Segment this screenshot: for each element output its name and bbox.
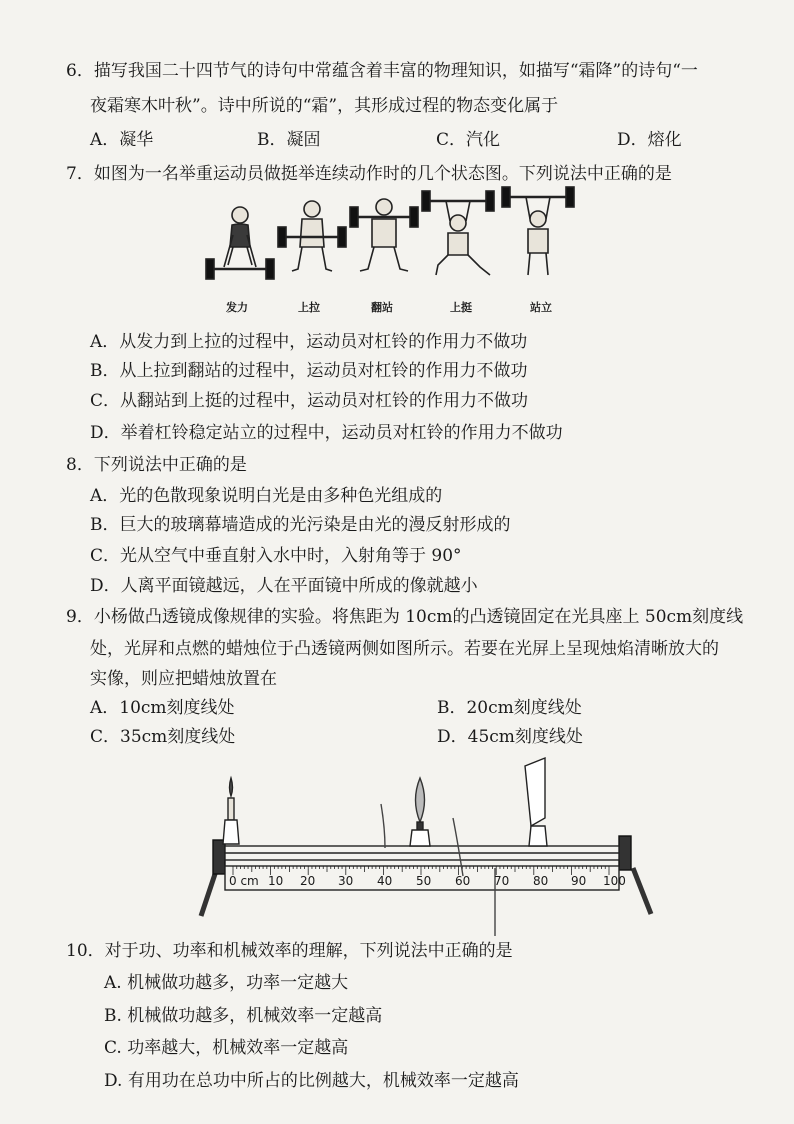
lifter-pose-fanzhan: [350, 199, 418, 271]
q9-option-b: B．20cm刻度线处: [437, 698, 582, 718]
lifter-pose-zhanli: [502, 187, 574, 275]
bench-label-50: 50: [416, 874, 432, 888]
bench-label-0: 0 cm: [229, 874, 259, 888]
q9-option-c: C．35cm刻度线处: [90, 727, 236, 747]
q6-option-a: A．凝华: [90, 130, 154, 150]
figure-label-fali: 发力: [226, 301, 248, 314]
q6-option-c: C．汽化: [436, 130, 501, 150]
q7-option-b: B．从上拉到翻站的过程中，运动员对杠铃的作用力不做功: [90, 361, 528, 381]
bench-label-20: 20: [300, 874, 316, 888]
q10-option-c: C. 功率越大，机械效率一定越高: [104, 1038, 349, 1058]
q6-stem-line2: 夜霜寒木叶秋”。诗中所说的“霜”，其形成过程的物态变化属于: [90, 96, 559, 116]
bench-label-80: 80: [533, 874, 549, 888]
q10-option-a: A. 机械做功越多，功率一定越大: [104, 973, 349, 993]
q9-option-d: D．45cm刻度线处: [437, 727, 583, 747]
q8-stem-line1: 8．下列说法中正确的是: [66, 455, 247, 475]
figure-label-shangting: 上挺: [450, 301, 472, 314]
q6-option-b: B．凝固: [257, 130, 321, 150]
q10-option-b: B. 机械做功越多，机械效率一定越高: [104, 1006, 383, 1026]
q8-option-b: B．巨大的玻璃幕墙造成的光污染是由光的漫反射形成的: [90, 515, 511, 535]
q6-stem-line1: 6．描写我国二十四节气的诗句中常蕴含着丰富的物理知识，如描写“霜降”的诗句“一: [66, 61, 698, 81]
q7-stem-line1: 7．如图为一名举重运动员做挺举连续动作时的几个状态图。下列说法中正确的是: [66, 164, 672, 184]
bench-label-10: 10: [268, 874, 284, 888]
bench-label-100: 100: [603, 874, 626, 888]
q8-option-a: A．光的色散现象说明白光是由多种色光组成的: [90, 486, 443, 506]
q8-option-d: D．人离平面镜越远，人在平面镜中所成的像就越小: [90, 576, 478, 596]
bench-label-90: 90: [571, 874, 587, 888]
q9-stem-line1: 9．小杨做凸透镜成像规律的实验。将焦距为 10cm的凸透镜固定在光具座上 50cm刻度线: [66, 607, 744, 627]
bench-label-70: 70: [494, 874, 510, 888]
q7-option-d: D．举着杠铃稳定站立的过程中，运动员对杠铃的作用力不做功: [90, 423, 563, 443]
figure-label-zhanli: 站立: [530, 301, 552, 314]
candle: [223, 778, 239, 844]
weightlifter-figure: [200, 185, 580, 295]
q9-stem-line3: 实像，则应把蜡烛放置在: [90, 669, 277, 689]
optical-bench-figure: [195, 748, 665, 938]
lifter-pose-fali: [206, 207, 274, 279]
convex-lens: [410, 778, 430, 846]
figure-label-shangla: 上拉: [298, 301, 320, 314]
bench-label-60: 60: [455, 874, 471, 888]
q6-option-d: D．熔化: [617, 130, 682, 150]
lifter-pose-shangla: [278, 201, 346, 271]
q9-stem-line2: 处，光屏和点燃的蜡烛位于凸透镜两侧如图所示。若要在光屏上呈现烛焰清晰放大的: [90, 639, 719, 659]
q10-option-d: D. 有用功在总功中所占的比例越大，机械效率一定越高: [104, 1071, 519, 1091]
bench-label-40: 40: [377, 874, 393, 888]
light-screen: [525, 758, 547, 846]
bench-label-30: 30: [338, 874, 354, 888]
lifter-pose-shangting: [422, 191, 494, 275]
q9-option-a: A．10cm刻度线处: [90, 698, 235, 718]
figure-label-fanzhan: 翻站: [371, 301, 393, 314]
q7-option-a: A．从发力到上拉的过程中，运动员对杠铃的作用力不做功: [90, 332, 528, 352]
q10-stem-line1: 10．对于功、功率和机械效率的理解，下列说法中正确的是: [66, 941, 513, 961]
q8-option-c: C．光从空气中垂直射入水中时，入射角等于 90°: [90, 546, 462, 566]
q7-option-c: C．从翻站到上挺的过程中，运动员对杠铃的作用力不做功: [90, 391, 529, 411]
